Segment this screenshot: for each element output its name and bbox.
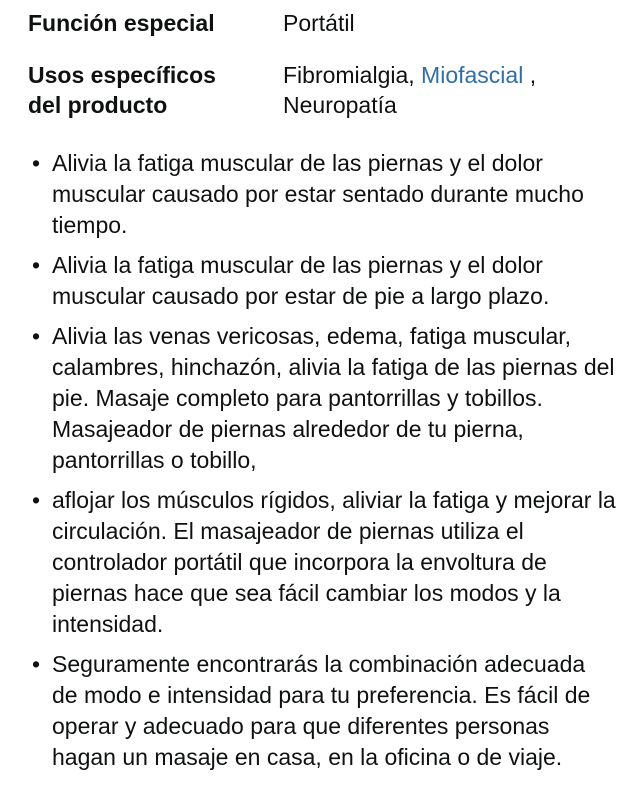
feature-bullet: • Seguramente encontrarás la combinación adecuada de modo e intensidad para tu preferencia. Es fácil de operar y adecuado para que diferentes personas hagan un masaje en casa, en la oficina o de viaje. (28, 649, 616, 773)
feature-bullet: • Alivia la fatiga muscular de las piernas y el dolor muscular causado por estar sentado durante mucho tiempo. (28, 148, 616, 241)
spec-row-funcion-especial (28, 8, 616, 38)
feature-bullets (28, 148, 616, 773)
spec-row-usos-especificos (28, 60, 616, 120)
spec-value-text: Fibromialgia, (283, 62, 422, 88)
spec-table (28, 8, 616, 120)
miofascial-link[interactable]: Miofascial (421, 62, 524, 88)
spec-label: Usos específicos del producto (28, 62, 216, 118)
spec-label: Función especial (28, 10, 215, 36)
spec-value (283, 60, 616, 120)
feature-bullet: • Alivia la fatiga muscular de las piernas y el dolor muscular causado por estar de pie a largo plazo. (28, 250, 616, 312)
feature-bullet: • Alivia las venas vericosas, edema, fatiga muscular, calambres, hinchazón, alivia la fatiga de las piernas del pie. Masaje completo para pantorrillas y tobillos. Masajeador de piernas alrededor de tu pierna, pantorrillas o tobillo, (28, 321, 616, 476)
feature-bullet: • aflojar los músculos rígidos, aliviar la fatiga y mejorar la circulación. El masajeador de piernas utiliza el controlador portátil que incorpora la envoltura de piernas hace que sea fácil cambiar los modos y la intensidad. (28, 485, 616, 640)
spec-value: Portátil (283, 10, 355, 36)
spec-value-text: , Neuropatía (283, 62, 543, 118)
